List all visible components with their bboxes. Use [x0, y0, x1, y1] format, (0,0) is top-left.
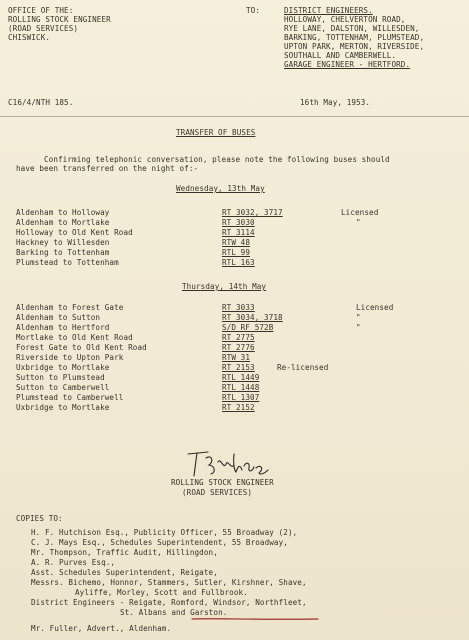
copy-recipient: District Engineers - Reigate, Romford, Windsor, Northfleet,	[31, 598, 307, 607]
route-text: Holloway to Old Kent Road	[16, 228, 133, 237]
memo-date: 16th May, 1953.	[300, 98, 371, 107]
route-text: Aldenham to Mortlake	[16, 218, 110, 227]
copy-recipient: Ayliffe, Morley, Scott and Fullbrook.	[75, 588, 248, 597]
recipient-line: HOLLOWAY, CHELVERTON ROAD,	[284, 15, 406, 24]
status-note: Re-licensed	[277, 363, 329, 372]
route-text: Plumstead to Camberwell	[16, 393, 124, 402]
bus-number: RT 3033	[222, 303, 255, 312]
route-text: Barking to Tottenham	[16, 248, 110, 257]
route-text: Mortlake to Old Kent Road	[16, 333, 133, 342]
bus-number: RT 3032, 3717	[222, 208, 283, 217]
sender-line: OFFICE OF THE:	[8, 6, 74, 15]
copies-label: COPIES TO:	[16, 514, 63, 523]
copy-recipient: H. F. Hutchison Esq., Publicity Officer, 55 Broadway (2),	[31, 528, 298, 537]
bus-number: RTW 31	[222, 353, 251, 362]
recipient-line: DISTRICT ENGINEERS.	[284, 6, 373, 15]
route-text: Uxbridge to Mortlake	[16, 403, 110, 412]
signoff-line: (ROAD SERVICES)	[182, 488, 253, 497]
status-note: Licensed	[356, 303, 394, 312]
route-text: Aldenham to Sutton	[16, 313, 101, 322]
bus-number: RT 2153	[222, 363, 255, 372]
copy-recipient: C. J. Mays Esq., Schedules Superintendent, 55 Broadway,	[31, 538, 288, 547]
bus-number: RTL 163	[222, 258, 255, 267]
intro-line: Confirming telephonic conversation, please note the following buses should	[44, 155, 390, 164]
route-text: Uxbridge to Mortlake	[16, 363, 110, 372]
route-text: Hackney to Willesden	[16, 238, 110, 247]
route-text: Forest Gate to Old Kent Road	[16, 343, 147, 352]
sender-line: (ROAD SERVICES)	[8, 24, 79, 33]
status-note: "	[356, 218, 361, 227]
bus-number: RT 3114	[222, 228, 255, 237]
recipient-line: UPTON PARK, MERTON, RIVERSIDE,	[284, 42, 425, 51]
status-note: Licensed	[341, 208, 379, 217]
recipient-line: GARAGE ENGINEER - HERTFORD.	[284, 60, 411, 69]
signoff-line: ROLLING STOCK ENGINEER	[171, 478, 274, 487]
bus-number: RT 3030	[222, 218, 255, 227]
red-pen-underline	[190, 617, 320, 621]
recipient-line: BARKING, TOTTENHAM, PLUMSTEAD,	[284, 33, 425, 42]
bus-number: RTL 99	[222, 248, 251, 257]
intro-line: have been transferred on the night of:-	[16, 164, 199, 173]
bus-number: RTL 1449	[222, 373, 260, 382]
route-text: Riverside to Upton Park	[16, 353, 124, 362]
bus-number: RTL 1448	[222, 383, 260, 392]
bus-number: RT 2775	[222, 333, 255, 342]
to-label: TO:	[246, 6, 261, 15]
copy-recipient: Mr. Fuller, Advert., Aldenham.	[31, 624, 172, 633]
copy-recipient: Asst. Schedules Superintendent, Reigate,	[31, 568, 218, 577]
bus-number: S/D RF 572B	[222, 323, 274, 332]
bus-number: RT 2152	[222, 403, 255, 412]
copy-recipient: A. R. Purves Esq.,	[31, 558, 116, 567]
section-heading: Thursday, 14th May	[182, 282, 267, 291]
route-text: Aldenham to Hertford	[16, 323, 110, 332]
section-heading: Wednesday, 13th May	[176, 184, 265, 193]
copy-recipient: Mr. Thompson, Traffic Audit, Hillingdon,	[31, 548, 218, 557]
bus-number: RT 3034, 3718	[222, 313, 283, 322]
bus-number: RTW 48	[222, 238, 251, 247]
reference-number: C16/4/NTH 185.	[8, 98, 74, 107]
recipient-line: SOUTHALL AND CAMBERWELL.	[284, 51, 397, 60]
route-text: Aldenham to Holloway	[16, 208, 110, 217]
route-text: Sutton to Camberwell	[16, 383, 110, 392]
memo-title: TRANSFER OF BUSES	[176, 128, 256, 137]
copy-recipient: St. Albans and Garston.	[120, 608, 228, 617]
divider	[0, 116, 469, 117]
handwritten-signature	[182, 448, 272, 482]
recipient-line: RYE LANE, DALSTON, WILLESDEN,	[284, 24, 420, 33]
route-text: Sutton to Plumstead	[16, 373, 105, 382]
sender-line: CHISWICK.	[8, 33, 51, 42]
bus-number: RTL 1307	[222, 393, 260, 402]
route-text: Aldenham to Forest Gate	[16, 303, 124, 312]
copy-recipient: Messrs. Bichemo, Honnor, Stammers, Sutler, Kirshner, Shave,	[31, 578, 307, 587]
status-note: "	[356, 313, 361, 322]
bus-number: RT 2776	[222, 343, 255, 352]
status-note: "	[356, 323, 361, 332]
route-text: Plumstead to Tottenham	[16, 258, 119, 267]
sender-line: ROLLING STOCK ENGINEER	[8, 15, 111, 24]
